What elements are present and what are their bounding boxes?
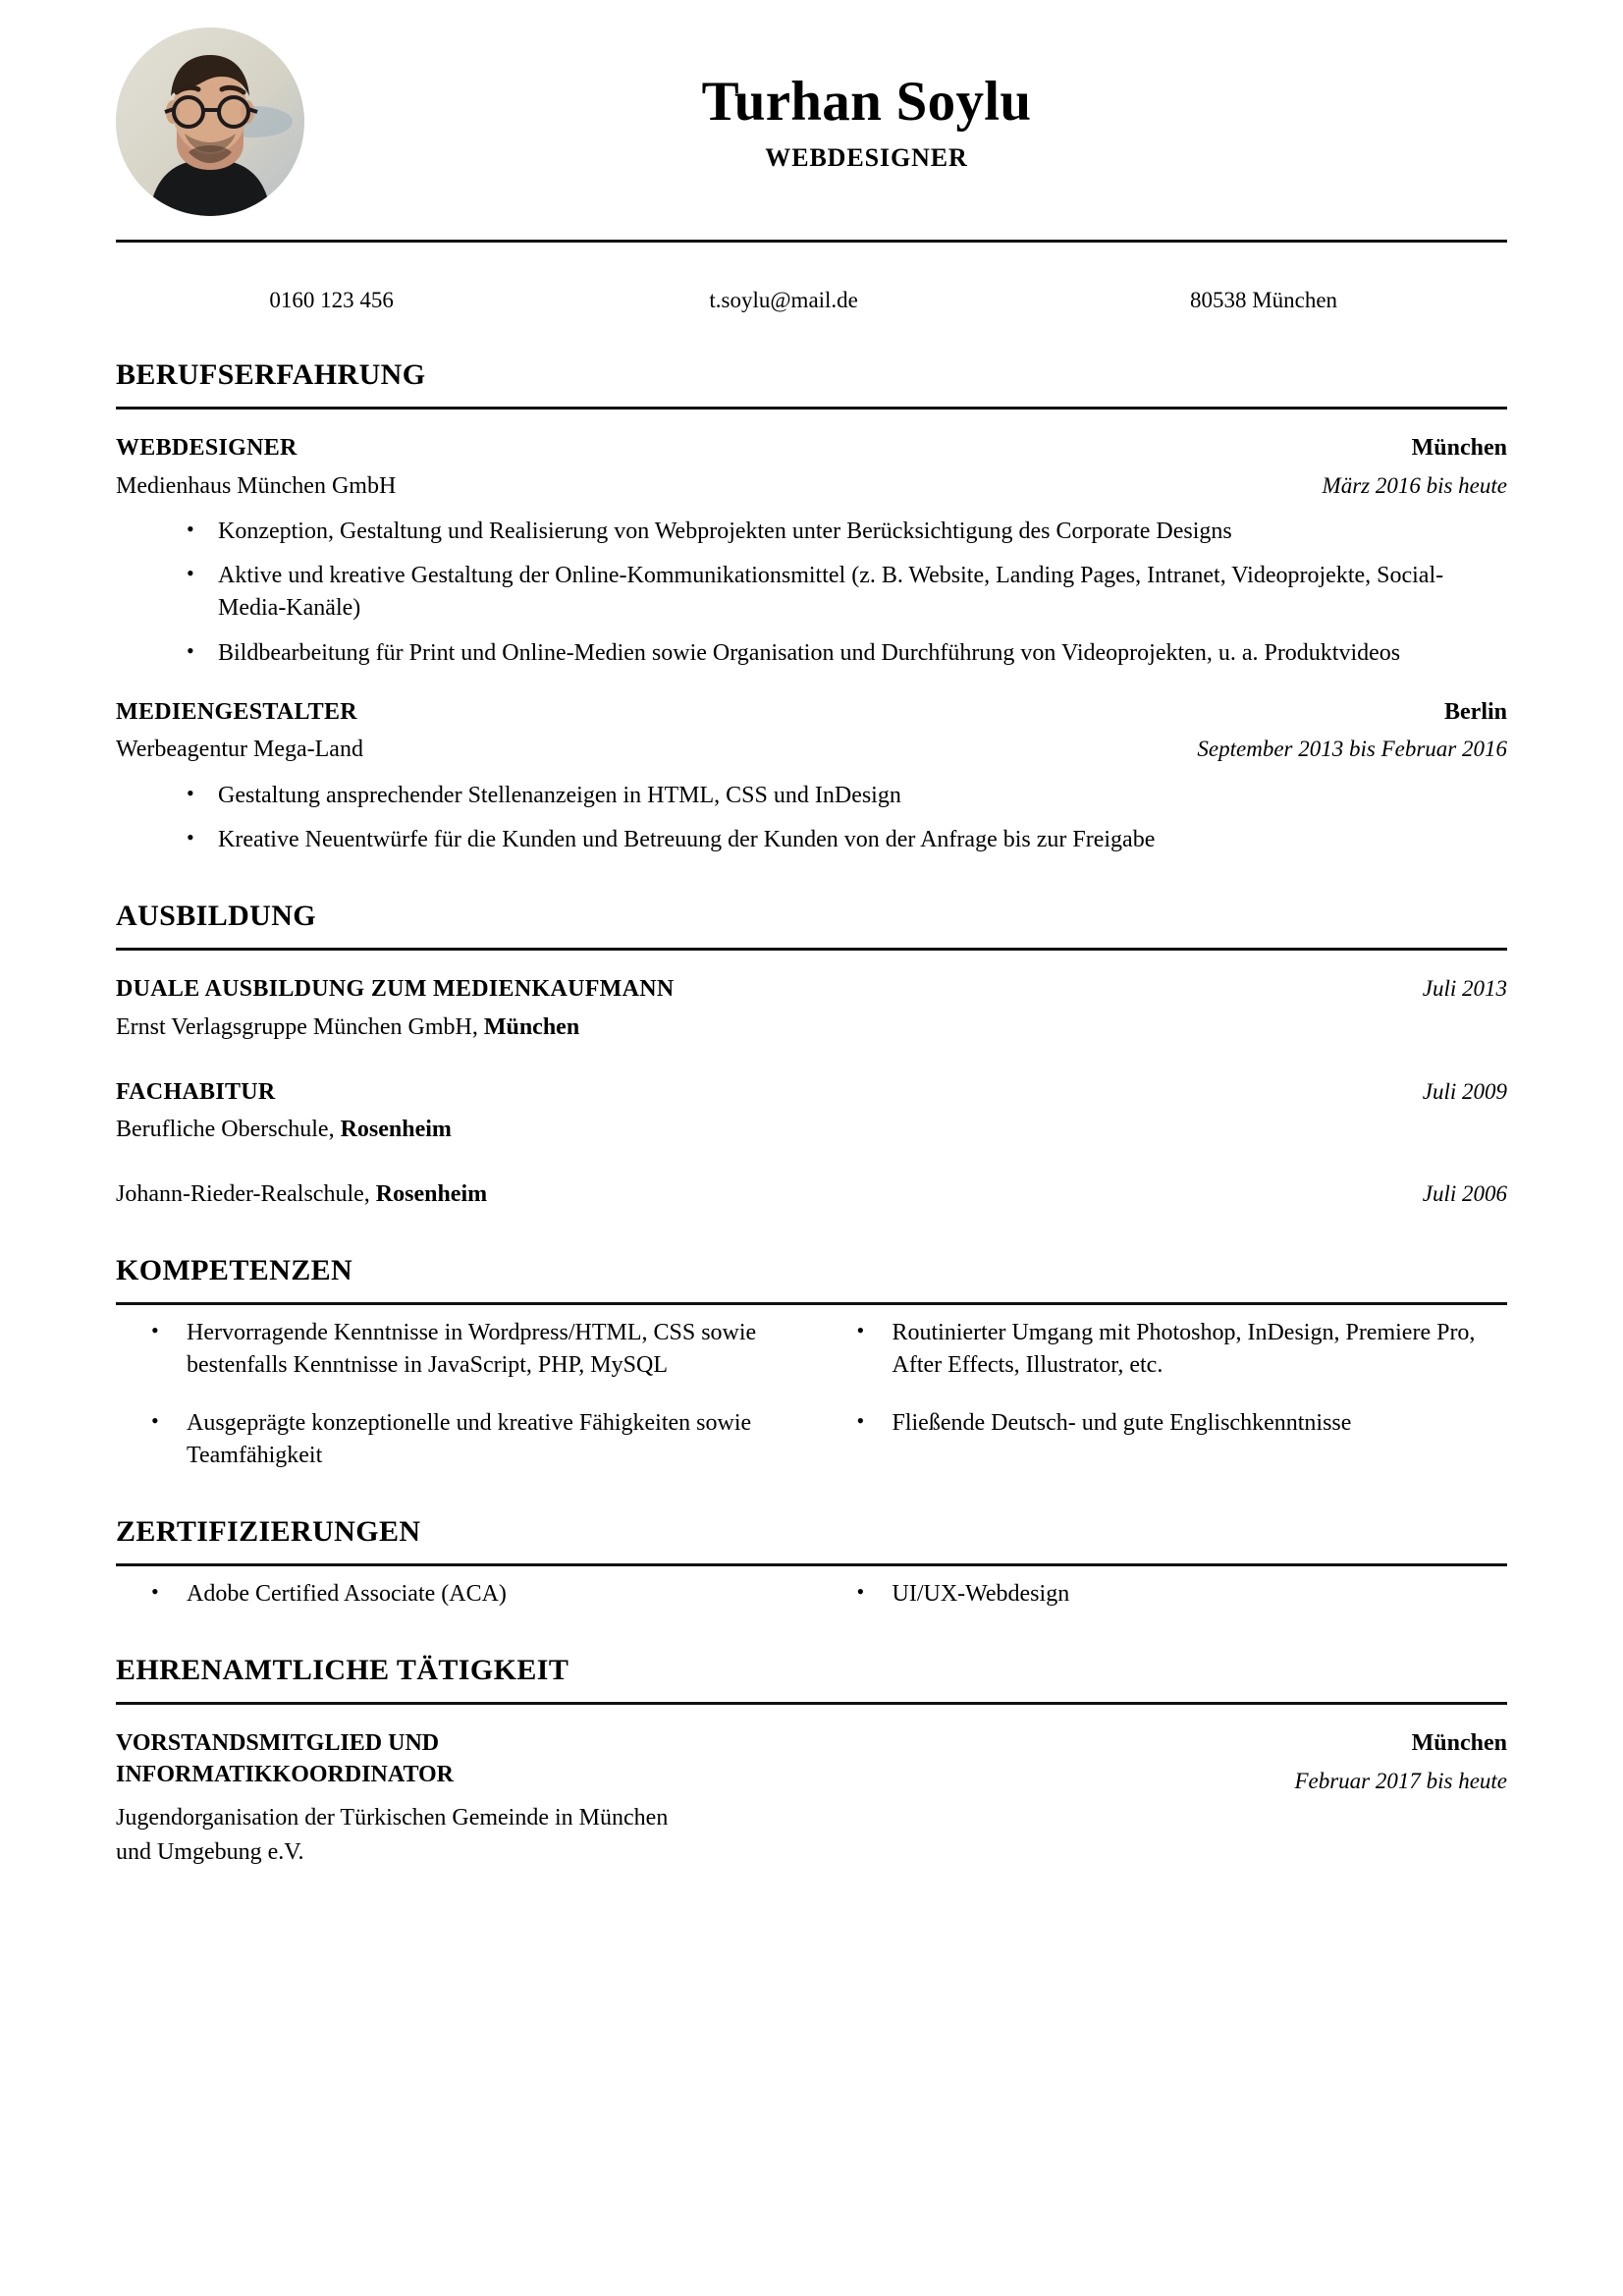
skills-column-left <box>116 1309 802 1472</box>
education-degree: FACHABITUR <box>116 1078 276 1105</box>
certifications-list-right <box>822 1578 1508 1611</box>
education-entry <box>116 974 1507 1043</box>
certifications-column-left <box>116 1570 802 1611</box>
section-title-experience: BERUFSERFAHRUNG <box>116 357 426 391</box>
education-institution-name: Berufliche Oberschule, <box>116 1117 341 1143</box>
education-institution-name: Ernst Verlagsgruppe München GmbH, <box>116 1013 484 1040</box>
experience-place: München <box>1411 434 1507 461</box>
volunteering-entry <box>116 1728 1507 1796</box>
education-institution <box>116 1179 487 1211</box>
education-entry <box>116 1077 1507 1146</box>
header-titles <box>265 73 1507 171</box>
experience-date: September 2013 bis Februar 2016 <box>1197 737 1507 762</box>
certifications-columns <box>116 1566 1507 1611</box>
list-item: • Konzeption, Gestaltung und Realisierung von Webprojekten unter Berücksichtigung des Corporate Designs <box>187 516 1507 548</box>
experience-date: März 2016 bis heute <box>1322 472 1507 498</box>
list-item: • Aktive und kreative Gestaltung der Online-Kommunikationsmittel (z. B. Website, Landing Pages, Intranet, Videoprojekte, Social-Media-Kanäle) <box>187 560 1507 625</box>
certifications-column-right <box>822 1570 1508 1611</box>
list-item: • Kreative Neuentwürfe für die Kunden und Betreuung der Kunden von der Anfrage bis zur Freigabe <box>187 824 1507 856</box>
skills-columns <box>116 1305 1507 1472</box>
section-title-certifications: ZERTIFIZIERUNGEN <box>116 1515 421 1549</box>
experience-entry <box>116 697 1507 857</box>
experience-role: MEDIENGESTALTER <box>116 698 357 725</box>
page-title: Turhan Soylu <box>701 71 1032 134</box>
education-institution-city: Rosenheim <box>340 1117 452 1143</box>
education-institution <box>116 1012 579 1044</box>
list-item: • Adobe Certified Associate (ACA) <box>151 1578 802 1611</box>
contact-location: 80538 München <box>1189 288 1338 312</box>
section-experience <box>116 358 1507 856</box>
list-item: • UI/UX-Webdesign <box>857 1578 1508 1611</box>
volunteering-place: München <box>1411 1730 1507 1757</box>
job-title: WEBDESIGNER <box>765 142 968 172</box>
volunteering-meta <box>1294 1728 1507 1796</box>
portrait-photo-icon <box>116 27 304 216</box>
education-date: Juli 2009 <box>1422 1078 1507 1104</box>
section-skills <box>116 1254 1507 1472</box>
experience-role: WEBDESIGNER <box>116 434 298 461</box>
skills-list-left <box>116 1317 802 1472</box>
skills-column-right <box>822 1309 1508 1472</box>
list-item: • Hervorragende Kenntnisse in Wordpress/HTML, CSS sowie bestenfalls Kenntnisse in JavaScript, PHP, MySQL <box>151 1317 802 1382</box>
list-item: • Gestaltung ansprechender Stellenanzeigen in HTML, CSS und InDesign <box>187 780 1507 812</box>
volunteering-role-line1: VORSTANDSMITGLIED UND <box>116 1730 440 1757</box>
volunteering-organization-line2: und Umgebung e.V. <box>116 1839 304 1866</box>
experience-organization: Medienhaus München GmbH <box>116 472 397 499</box>
education-date: Juli 2006 <box>1422 1180 1507 1206</box>
section-title-volunteering: EHRENAMTLICHE TÄTIGKEIT <box>116 1654 569 1687</box>
volunteering-role-line2: INFORMATIKKOORDINATOR <box>116 1761 455 1787</box>
contact-phone: 0160 123 456 <box>269 288 394 312</box>
skills-list-right <box>822 1317 1508 1440</box>
list-item: • Fließende Deutsch- und gute Englischkenntnisse <box>857 1407 1508 1440</box>
section-education <box>116 900 1507 1210</box>
list-item: • Bildbearbeitung für Print und Online-Medien sowie Organisation und Durchführung von Videoprojekten, u. a. Produktvideos <box>187 637 1507 670</box>
section-volunteering <box>116 1654 1507 1869</box>
volunteering-organization-line1: Jugendorganisation der Türkischen Gemeinde in München <box>116 1805 669 1831</box>
education-institution <box>116 1115 452 1146</box>
education-entry <box>116 1179 1507 1211</box>
section-title-education: AUSBILDUNG <box>116 900 317 933</box>
volunteering-role <box>116 1728 454 1796</box>
list-item: • Ausgeprägte konzeptionelle und kreative Fähigkeiten sowie Teamfähigkeit <box>151 1407 802 1472</box>
section-certifications <box>116 1515 1507 1611</box>
experience-organization: Werbeagentur Mega-Land <box>116 737 363 763</box>
contact-email: t.soylu@mail.de <box>709 288 858 312</box>
resume-header <box>116 0 1507 196</box>
contact-row <box>116 243 1507 315</box>
volunteering-date: Februar 2017 bis heute <box>1294 1768 1507 1793</box>
experience-bullets <box>116 516 1507 669</box>
education-institution-name: Johann-Rieder-Realschule, <box>116 1180 376 1207</box>
experience-bullets <box>116 780 1507 856</box>
experience-place: Berlin <box>1444 698 1507 725</box>
list-item: • Routinierter Umgang mit Photoshop, InDesign, Premiere Pro, After Effects, Illustrator, etc. <box>857 1317 1508 1382</box>
education-degree: DUALE AUSBILDUNG ZUM MEDIENKAUFMANN <box>116 976 675 1003</box>
avatar <box>116 27 304 216</box>
certifications-list-left <box>116 1578 802 1611</box>
section-title-skills: KOMPETENZEN <box>116 1253 353 1286</box>
experience-entry <box>116 433 1507 670</box>
education-date: Juli 2013 <box>1422 976 1507 1002</box>
education-institution-city: München <box>483 1013 580 1040</box>
education-institution-city: Rosenheim <box>375 1180 488 1207</box>
